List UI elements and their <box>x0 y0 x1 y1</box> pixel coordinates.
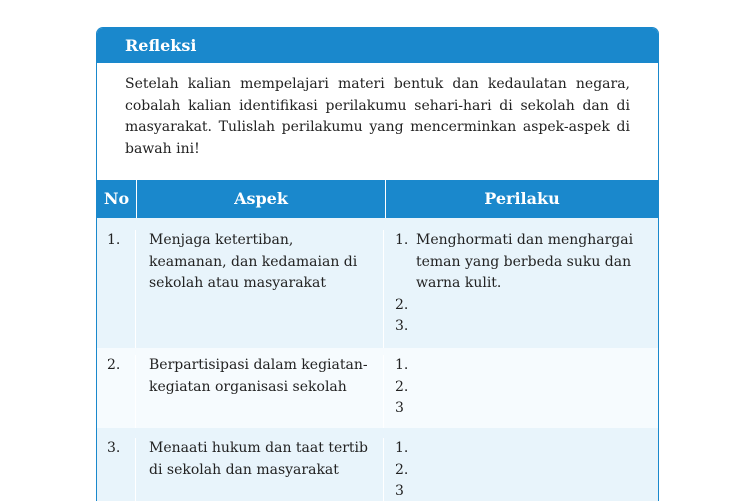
row-aspek: Menjaga ketertiban, keamanan, dan kedamaian di sekolah atau masyarakat <box>136 230 384 348</box>
perilaku-number: 2. <box>395 378 409 395</box>
perilaku-item <box>395 398 644 420</box>
perilaku-text <box>416 295 644 317</box>
row-perilaku <box>384 355 658 428</box>
table-header-row <box>97 180 658 218</box>
intro-paragraph: Setelah kalian mempelajari materi bentuk dan kedaulatan negara, cobalah kalian identifikasi perilakumu sehari-hari di sekolah dan di masyarakat. Tulislah perilakumu yang mencerminkan aspek-aspek di bawah ini! <box>125 76 630 157</box>
perilaku-text <box>416 438 644 460</box>
perilaku-number: 1. <box>395 357 409 373</box>
table-row <box>97 218 658 348</box>
card-title: Refleksi <box>97 28 658 63</box>
perilaku-text <box>416 316 644 338</box>
perilaku-item <box>395 481 644 501</box>
perilaku-number: 3 <box>395 400 404 416</box>
perilaku-number: 2. <box>395 461 409 478</box>
perilaku-number: 3 <box>395 483 404 499</box>
perilaku-text <box>416 481 644 501</box>
table-row <box>97 428 658 501</box>
row-number: 3. <box>97 438 136 501</box>
header-no: No <box>97 180 137 218</box>
perilaku-text: Menghormati dan menghargai teman yang berbeda suku dan warna kulit. <box>416 232 634 291</box>
row-perilaku <box>384 438 658 501</box>
row-aspek: Menaati hukum dan taat tertib di sekolah dan masyarakat <box>136 438 384 501</box>
row-perilaku <box>384 230 658 348</box>
perilaku-text <box>416 460 644 482</box>
perilaku-item <box>395 230 644 295</box>
perilaku-number: 2. <box>395 296 409 313</box>
row-number: 1. <box>97 230 136 348</box>
header-aspek: Aspek <box>137 180 386 218</box>
perilaku-item <box>395 355 644 377</box>
perilaku-text <box>416 355 644 377</box>
table-row <box>97 348 658 428</box>
perilaku-item <box>395 460 644 482</box>
perilaku-item <box>395 438 644 460</box>
perilaku-text <box>416 377 644 399</box>
perilaku-text <box>416 398 644 420</box>
perilaku-item <box>395 316 644 338</box>
perilaku-number: 1. <box>395 440 409 456</box>
row-aspek: Berpartisipasi dalam kegiatan-kegiatan organisasi sekolah <box>136 355 384 428</box>
header-perilaku: Perilaku <box>484 189 560 208</box>
perilaku-item <box>395 377 644 399</box>
row-number: 2. <box>97 355 136 428</box>
perilaku-item <box>395 295 644 317</box>
perilaku-number: 1. <box>395 232 409 248</box>
refleksi-card <box>96 27 659 501</box>
perilaku-number: 3. <box>395 318 409 334</box>
